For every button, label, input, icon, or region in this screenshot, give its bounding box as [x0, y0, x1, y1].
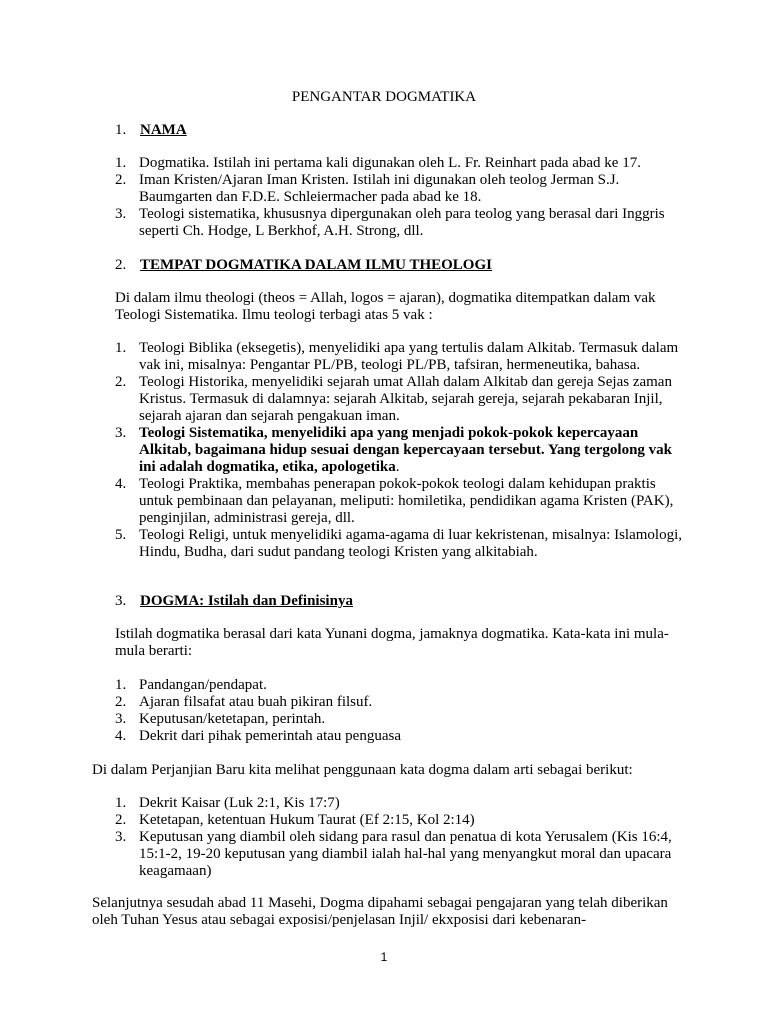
- list-item: [115, 155, 685, 172]
- section-number: 2.: [115, 257, 127, 273]
- list-number: 2.: [115, 812, 127, 828]
- section-heading-text: TEMPAT DOGMATIKA DALAM ILMU THEOLOGI: [140, 257, 492, 273]
- list-text: Ajaran filsafat atau buah pikiran filsuf.: [139, 694, 373, 710]
- list-number: 3.: [115, 206, 127, 222]
- list-item: [115, 677, 685, 694]
- section-heading-text: DOGMA: Istilah dan Definisinya: [140, 593, 353, 609]
- list-number: 3.: [115, 425, 127, 441]
- list-text: Iman Kristen/Ajaran Iman Kristen. Istilah ini digunakan oleh teolog Jerman S.J. Baumgarten dan F.D.E. Schleiermacher pada abad ke 18.: [139, 172, 620, 205]
- section-heading-text: NAMA: [140, 122, 187, 138]
- list-item: [115, 172, 685, 206]
- list-text: Teologi Praktika, membahas penerapan pokok-pokok teologi dalam kehidupan praktis untuk pembinaan dan pelayanan, meliputi: homiletika, pendidikan agama Kristen (PAK), penginjilan, administrasi gereja, dll.: [139, 476, 674, 526]
- list-item: [115, 795, 685, 812]
- list-text: Teologi Biblika (eksegetis), menyelidiki apa yang tertulis dalam Alkitab. Termasuk dalam vak ini, misalnya: Pengantar PL/PB, teologi PL/PB, tafsiran, hermeneutika, bahasa.: [139, 340, 679, 373]
- list-number: 2.: [115, 694, 127, 710]
- vak-list: [115, 340, 685, 561]
- list-item: [115, 374, 685, 425]
- list-number: 1.: [115, 155, 127, 171]
- list-text: Ketetapan, ketentuan Hukum Taurat (Ef 2:15, Kol 2:14): [139, 812, 475, 828]
- list-number: 1.: [115, 795, 127, 811]
- list-item: [115, 728, 685, 745]
- list-item: [115, 340, 685, 374]
- list-item: [115, 527, 685, 561]
- tempat-intro: Di dalam ilmu theologi (theos = Allah, logos = ajaran), dogmatika ditempatkan dalam vak Teologi Sistematika. Ilmu teologi terbagi atas 5 vak :: [115, 290, 656, 323]
- list-item: [115, 425, 685, 476]
- list-text: Dekrit Kaisar (Luk 2:1, Kis 17:7): [139, 795, 340, 811]
- nama-list: [115, 155, 685, 240]
- meaning-list: [115, 677, 685, 745]
- pb-intro: Di dalam Perjanjian Baru kita melihat penggunaan kata dogma dalam arti sebagai berikut:: [92, 762, 633, 778]
- list-number: 1.: [115, 340, 127, 356]
- list-item: [115, 812, 685, 829]
- section-number: 1.: [115, 122, 127, 138]
- list-item: [115, 694, 685, 711]
- list-text: Dogmatika. Istilah ini pertama kali digunakan oleh L. Fr. Reinhart pada abad ke 17.: [139, 155, 641, 171]
- list-text: Teologi Religi, untuk menyelidiki agama-agama di luar kekristenan, misalnya: Islamologi, Hindu, Budha, dari sudut pandang teologi Kristen yang alkitabiah.: [139, 527, 682, 560]
- document-title: PENGANTAR DOGMATIKA: [291, 89, 477, 105]
- list-item: [115, 206, 685, 240]
- list-number: 4.: [115, 476, 127, 492]
- list-number: 2.: [115, 172, 127, 188]
- list-text: Pandangan/pendapat.: [139, 677, 267, 693]
- list-item: [115, 829, 685, 880]
- list-text-tail: .: [395, 459, 400, 475]
- list-text-bold: Teologi Sistematika, menyelidiki apa yang menjadi pokok-pokok kepercayaan Alkitab, bagaimana hidup sesuai dengan kepercayaan tersebut. Yang tergolong vak ini adalah dogmatika, etika, apologetika: [139, 425, 672, 475]
- list-item: [115, 711, 685, 728]
- pb-list: [115, 795, 685, 880]
- list-number: 4.: [115, 728, 127, 744]
- list-text: Keputusan/ketetapan, perintah.: [139, 711, 326, 727]
- section-number: 3.: [115, 593, 127, 609]
- page-number: 1: [380, 950, 388, 964]
- list-number: 1.: [115, 677, 127, 693]
- dogma-intro: Istilah dogmatika berasal dari kata Yunani dogma, jamaknya dogmatika. Kata-kata ini mula-mula berarti:: [115, 626, 669, 659]
- closing-paragraph: Selanjutnya sesudah abad 11 Masehi, Dogma dipahami sebagai pengajaran yang telah diberikan oleh Tuhan Yesus atau sebagai exposisi/penjelasan Injil/ ekxposisi dari kebenaran-: [92, 895, 668, 928]
- list-number: 3.: [115, 711, 127, 727]
- list-number: 5.: [115, 527, 127, 543]
- list-text: Teologi Historika, menyelidiki sejarah umat Allah dalam Alkitab dan gereja Sejas zaman Kristus. Termasuk di dalamnya: sejarah Alkitab, sejarah gereja, sejarah pekabaran Injil, sejarah ajaran dan sejarah pengakuan iman.: [139, 374, 672, 424]
- list-item: [115, 476, 685, 527]
- list-text: Dekrit dari pihak pemerintah atau penguasa: [139, 728, 401, 744]
- list-text: Teologi sistematika, khususnya dipergunakan oleh para teolog yang berasal dari Inggris seperti Ch. Hodge, L Berkhof, A.H. Strong, dll.: [139, 206, 665, 239]
- list-text: Keputusan yang diambil oleh sidang para rasul dan penatua di kota Yerusalem (Kis 16:4, 15:1-2, 19-20 keputusan yang diambil ialah hal-hal yang menyangkut moral dan upacara keagamaan): [139, 829, 672, 879]
- list-number: 3.: [115, 829, 127, 845]
- list-number: 2.: [115, 374, 127, 390]
